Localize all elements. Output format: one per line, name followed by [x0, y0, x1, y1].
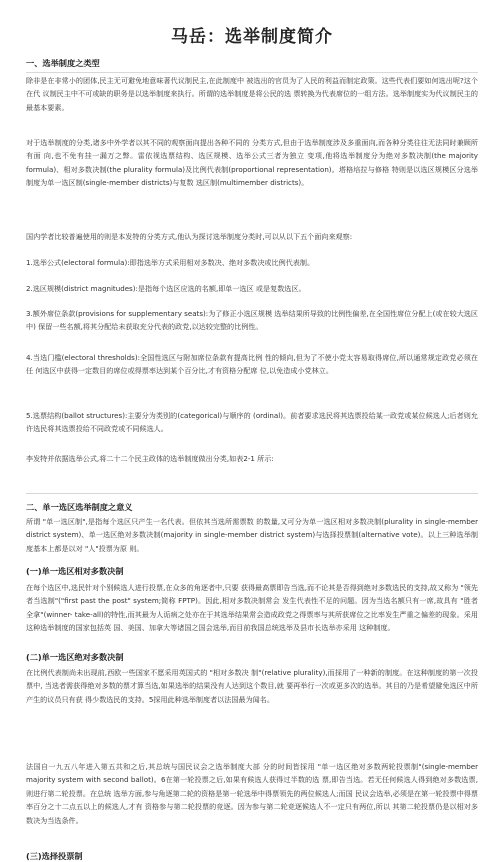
subsection-heading: (二)单一选区绝对多数决制: [26, 652, 124, 662]
document-page: [26, 0, 478, 861]
section-1: [26, 57, 478, 73]
section-2: [26, 493, 478, 513]
page-title: 马岳：选举制度简介: [171, 27, 333, 47]
subsection-heading: (一)单一选区相对多数决制: [26, 566, 124, 576]
section-heading: 二、单一选区选举制度之意义: [26, 502, 133, 512]
section-heading: 一、选举制度之类型: [26, 58, 100, 68]
section-divider: [26, 493, 478, 494]
subsection-heading: (三)选择投票制: [26, 851, 83, 861]
list-item: 4.当选门槛(electoral thresholds):全国性选区与附加席位条款有提高比例 性的倾向,但为了不使小党太容易取得席位,所以通常规定政党必须在任 何选区中获得一定数目的席位或得票率达到某个百分比,才有资格分配席 位,以免造成小党林立。: [26, 353, 478, 376]
paragraph: 法国自一九五八年进入第五共和之后,其总统与国民议会之选举制度大部 分的时间皆採用 "单一选区绝对多数两轮投票制"(single-member majority system with second ballot)。6在第一轮投票之后,如果有候选人获得过半数的选 票,即告当选。若无任何候选人得到绝对多数选票,则进行第二轮投票。在总统 选举方面,参与角逐第二轮的资格是第一轮选举中得票领先的两位候选人;而国 民议会选举,必须是在第一轮投票中得票率百分之十二点五以上的候选人,才有 资格参与第二轮投票的竞逐。因为参与第二轮竞逐候选人不一定只有两位,所以 其第二轮投票仍是以相对多数决为当选条件。: [26, 762, 478, 825]
paragraph: 在每个选区中,选民针对个别候选人进行投票,在众多的角逐者中,只要 获得最高票即告当选,而不论其是否得到绝对多数选民的支持,故又称为 "领先 者当选制"("first past the post" system;简称 FPTP)。因此,相对多数决制常会 发生代表性不足的问题。因为当选名额只有一席,故具有 "胜者全拿"(winner- take-all)的特性,而其最为人诟病之处亦在于其选举结果常会造成政党之得票率与其所获席位之比率发生严重之偏差的现象。采用这种选举制度的国家包括英 国、美国、加拿大等诸国之国会选举,而目前我国总统选举及县市长选举亦采用 这种制度。: [26, 583, 478, 633]
section-divider: [26, 72, 478, 73]
paragraph: 李发特并依据选举公式,将二十二个民主政体的选举制度做出分类,如表2-1 所示:: [26, 454, 274, 463]
paragraph: 除非是在非常小的团体,民主无可避免地意味著代议制民主,在此制度中 被选出的官员为了人民的利益而制定政策。这些代表们要如何选出呢?这个在代 议制民主中不可或缺的职务是以选举制度来执行。所谓的选举制度是将公民的选 票转换为代表席位的一组方法。选举制度实为代议制民主的最基本要素。: [26, 76, 478, 112]
paragraph: 国内学者比较普遍使用的则是本发特的分类方式,他认为探讨选举制度分类时,可以从以下五个面向来观察:: [26, 232, 353, 241]
list-item: 3.额外席位条款(provisions for supplementary seats):为了修正小选区规模 选举结果所导致的比例性偏差,在全国性席位分配上(或在较大选区中) 保留一些名额,将其分配给未获取充分代表的政党,以达较完整的比例性。: [26, 309, 478, 332]
list-item: 5.选票结构(ballot structures):主要分为类别的(categorical)与顺序的 (ordinal)。前者要求选民将其选票投给某一政党或某位候选人;后者则允许选民将其选票投给不同政党或不同候选人。: [26, 411, 478, 434]
list-item: 2.选区规模(district magnitudes):是指每个选区应选的名额,即单一选区 或是复数选区。: [26, 284, 306, 293]
paragraph: 在比例代表制尚未出现前,西欧一些国家不愿采用英国式的 "相对多数决 制"(relative plurality),而採用了一种新的制度。在这种制度的第一次投票中, 当选者需获得绝对多数的票才算当选,如果选举的结果没有人达到这个数目,就 要再举行一次或更多次的选举。其目的乃是希望避免选区中所产生的议员只有获 得少数选民的支持。5採用此种选举制度者以法国最为闻名。: [26, 668, 478, 704]
list-item: 1.选举公式(electoral formula):即指选举方式采用相对多数决、绝对多数决或比例代表制。: [26, 258, 315, 267]
paragraph: 所谓 "单一选区制",是指每个选区只产生一名代表。但依其当选所需票数 的数量,又可分为单一选区相对多数决制(plurality in single-member district system)、单一选区绝对多数决制(majority in single-member district system)与选择投票制(alternative vote)。以上三种选举制度基本上都是以对 "人"投票为原 则。: [26, 517, 478, 553]
paragraph: 对于选举制度的分类,诸多中外学者以其不同的观察面向提出各种不同的 分类方式,但由于选举制度涉及多重面向,而各种分类往往无法同时兼顾所有面 向,也不免有挂一漏万之弊。雷依视选票结构、选区规模、选举公式三者为独立 变项,他将选举制度分为绝对多数决制(the majority formula)、相对多数决制(the plurality formula)及比例代表制(proportional representation)。塔格培拉与修格 特则是以选区规模区分选举制度为单一选区制(single-member districts)与复数 选区制(multimember districts)。: [26, 138, 478, 188]
